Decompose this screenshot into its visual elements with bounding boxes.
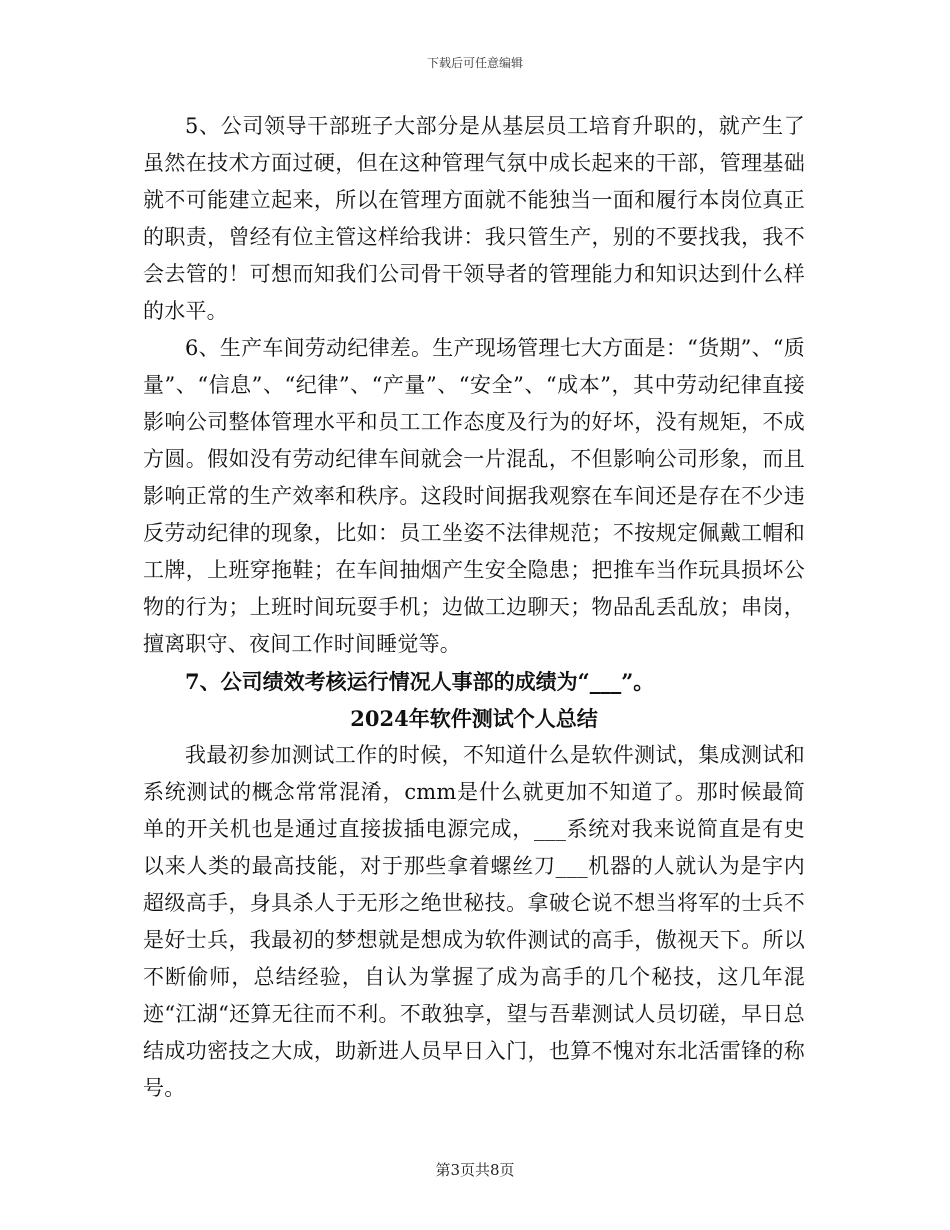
page-header: 下载后可任意编辑 (426, 56, 523, 70)
paragraph-6: 6、生产车间劳动纪律差。生产现场管理七大方面是：“货期”、“质量”、“信息”、“纪律”、“产量”、“安全”、“成本”，其中劳动纪律直接影响公司整体管理水平和员工工作态度及行为的好坏，没有规矩，不成方圆。假如没有劳动纪律车间就会一片混乱，不但影响公司形象，而且影响正常的生产效率和秩序。这段时间据我观察在车间还是存在不少违反劳动纪律的现象，比如：员工坐姿不法律规范；不按规定佩戴工帽和工牌，上班穿拖鞋；在车间抽烟产生安全隐患；把推车当作玩具损坏公物的行为；上班时间玩耍手机；边做工边聊天；物品乱丢乱放；串岗，擅离职守、夜间工作时间睡觉等。 (143, 336, 805, 656)
section-title: 2024年软件测试个人总结 (350, 706, 598, 731)
document-body (143, 108, 805, 1107)
paragraph-7: 7、公司绩效考核运行情况人事部的成绩为“___”。 (185, 669, 655, 694)
summary-paragraph: 我最初参加测试工作的时候，不知道什么是软件测试，集成测试和系统测试的概念常常混淆，cmm是什么就更加不知道了。那时候最简单的开关机也是通过直接拔插电源完成，___系统对我来说简直是有史以来人类的最高技能，对于那些拿着螺丝刀___机器的人就认为是宇内超级高手，身具杀人于无形之绝世秘技。拿破仑说不想当将军的士兵不是好士兵，我最初的梦想就是想成为软件测试的高手，傲视天下。所以不断偷师，总结经验，自认为掌握了成为高手的几个秘技，这几年混迹“江湖“还算无往而不利。不敢独享，望与吾辈测试人员切磋，早日总结成功密技之大成，助新进人员早日入门，也算不愧对东北活雷锋的称号。 (143, 743, 805, 1100)
page-footer: 第3页共8页 (435, 1161, 515, 1179)
paragraph-5: 5、公司领导干部班子大部分是从基层员工培育升职的，就产生了虽然在技术方面过硬，但在这种管理气氛中成长起来的干部，管理基础就不可能建立起来，所以在管理方面就不能独当一面和履行本岗位真正的职责，曾经有位主管这样给我讲：我只管生产，别的不要找我，我不会去管的！可想而知我们公司骨干领导者的管理能力和知识达到什么样的水平。 (143, 114, 805, 323)
